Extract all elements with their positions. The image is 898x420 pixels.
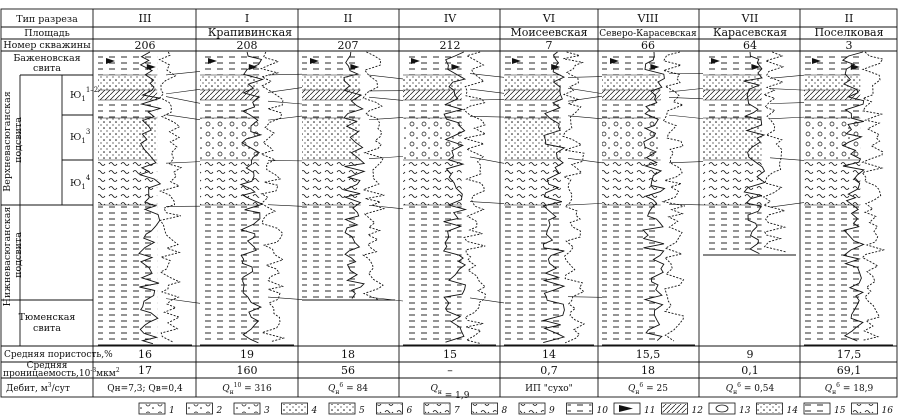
correlation-line [568,96,602,101]
correlation-line [770,117,804,119]
area-moiseevskaya: Моисеевская [510,26,588,39]
lithology-column-6 [602,52,695,345]
well-col-1: 206 [134,39,156,52]
legend-item-4 [282,403,318,416]
debit-col-5: ИП "сухо" [525,384,573,394]
perm-col-6: 18 [641,364,655,377]
lithology-band [504,75,561,90]
legend-pattern [283,404,307,413]
lithology-band [98,90,157,100]
well-col-7: 64 [743,39,757,52]
lithology-band [504,160,561,205]
legend-pattern [853,404,877,413]
lithology-band [804,205,860,345]
debit-col-8-q: Q [824,384,833,394]
lithology-band [302,100,361,118]
correlation-line [568,203,602,205]
correlation-line [669,204,703,205]
lithology-band [703,100,762,118]
correlation-line [770,158,804,161]
label-section-type: Тип разреза [16,14,78,25]
correlation-line [369,97,403,100]
correlation-line [669,162,703,163]
legend-pattern [140,404,164,413]
layer-j1-3 [70,128,90,145]
correlation-line [166,71,200,75]
legend-item-10 [567,403,609,416]
legend-number: 12 [691,406,703,416]
correlation-line [568,116,602,119]
layer-j1-3-symbol: Ю [70,132,82,143]
legend-number: 8 [501,406,508,416]
perm-col-3: 56 [341,364,355,377]
lithology-column-2 [200,52,294,345]
lithology-band [200,118,259,160]
debit-col-4 [431,384,470,401]
well-log-curve [764,52,786,252]
lower-vasyugan-part2: подсвита [13,232,24,278]
legend-pattern [663,404,687,413]
correlation-line [470,74,504,78]
legend-number: 3 [264,406,270,416]
debit-col-1: Qн=7,3; Qв=0,4 [107,384,183,394]
legend-item-13 [709,403,751,416]
correlation-line [268,297,302,299]
legend-number: 4 [311,406,318,416]
correlation-line [268,88,302,93]
debit-col-3-sub: н [335,389,340,396]
label-well-number: Номер скважины [3,40,91,51]
perm-col-1: 17 [138,364,152,377]
type-col-5: VI [542,12,556,25]
legend-number: 11 [644,406,656,416]
lithology-column-1 [98,52,192,345]
perm-unit: мкм [96,369,116,379]
legend-item-16 [852,403,894,416]
debit-unit: /сут [51,384,70,394]
lithology-band [302,205,361,300]
debit-row [107,382,873,401]
area-krapivinskaya: Крапивинская [207,26,293,39]
label-porosity: Средняя пористость,% [4,350,113,360]
correlation-line [770,103,804,104]
layer-j1-4-sub: 1 [81,183,86,191]
type-col-8: II [844,12,854,25]
label-permeability-2 [3,367,120,379]
type-col-6: VIII [637,12,659,25]
correlation-line [770,203,804,208]
well-log-curve [663,52,685,341]
correlation-line [369,75,403,79]
label-lower-vasyugan [2,204,24,307]
lower-vasyugan-part1: Нижневасюганская [2,206,13,307]
porosity-col-2: 19 [240,348,254,361]
legend-item-2 [187,403,223,416]
well-col-5: 7 [545,39,553,52]
upper-vasyugan-part2: подсвита [13,117,24,163]
label-bazhenov-2: свита [33,63,61,74]
perm-exp2: 2 [115,367,120,374]
lithology-band [200,160,259,205]
lithology-column-5 [504,52,594,345]
lithology-column-4 [403,52,496,345]
type-col-4: IV [443,12,457,25]
legend-pattern [378,404,402,413]
well-log-curve [563,52,584,343]
debit-col-4-sub: н [437,389,442,396]
label-area: Площадь [24,28,70,39]
lithology-band [302,75,361,90]
debit-col-7 [726,382,775,396]
well-col-6: 66 [641,39,655,52]
debit-col-2-sub: н [229,389,234,396]
layer-j1-3-sub: 1 [81,137,86,145]
correlation-line [470,99,504,100]
layer-j1-4 [70,174,91,191]
layer-j1-4-sup: 4 [85,174,91,182]
legend-pattern [520,404,544,413]
well-col-2: 208 [236,39,258,52]
layer-j1-12-sup: 1–2 [85,86,99,94]
legend-pattern [473,404,497,413]
correlation-line [568,77,602,78]
well-col-8: 3 [845,39,853,52]
type-col-1: III [138,12,152,25]
well-col-4: 212 [439,39,461,52]
area-poselkovaya: Поселковая [814,26,884,39]
well-log-curve [862,52,883,340]
debit-col-7-sub: н [733,389,738,396]
legend-item-11 [614,403,655,416]
correlation-line [268,116,302,120]
correlation-line [470,202,504,204]
legend-number: 10 [596,406,608,416]
legend-number: 2 [216,406,223,416]
lithology-columns [98,52,893,345]
label-upper-vasyugan [2,88,24,192]
layer-j1-3-sup: 3 [85,128,91,136]
perm-col-5: 0,7 [540,364,558,377]
label-tyumen-2: свита [33,323,61,334]
lithology-band [602,205,661,345]
well-log-curve [363,52,384,299]
debit-col-2-sup: 10 [233,382,242,389]
legend-item-1 [139,403,175,416]
perm-col-8: 69,1 [836,364,862,377]
area-severo-karasevskaya: Северо-Карасевская [599,29,697,39]
lithology-band [504,118,561,160]
legend-pattern [330,404,354,413]
well-col-3: 207 [337,39,359,52]
legend-pattern [188,404,212,413]
legend-number: 16 [881,406,893,416]
lithology-band [98,75,157,90]
debit-col-2-val: = 316 [241,384,272,394]
debit-col-8 [825,382,874,396]
lithology-band [703,118,762,160]
debit-text: Дебит, м [6,384,48,394]
type-col-2: I [244,12,250,25]
legend-item-8 [472,403,508,416]
perm-col-2: 160 [236,364,258,377]
lithology-band [403,205,462,345]
type-col-7: VII [741,12,759,25]
debit-col-6-sub: н [635,389,640,396]
legend-item-3 [234,403,270,416]
legend-number: 14 [786,406,798,416]
layer-j1-4-symbol: Ю [70,178,82,189]
legend-pattern [805,404,829,413]
porosity-col-4: 15 [443,348,457,361]
correlation-line [770,75,804,78]
correlation-line [470,298,504,303]
debit-col-3 [328,382,368,396]
legend-item-6 [377,403,413,416]
debit-col-8-val: = 18,9 [839,384,874,394]
lithology-column-7 [703,52,796,255]
debit-col-8-sup: 6 [836,382,840,389]
debit-col-7-val: = 0,54 [740,384,775,394]
debit-col-3-val: = 84 [343,384,368,394]
legend-pattern [425,404,449,413]
upper-vasyugan-part1: Верхневасюганская [2,91,13,192]
lithology-column-3 [302,52,395,300]
porosity-col-5: 14 [542,348,556,361]
legend-pattern [235,404,259,413]
porosity-col-7: 9 [746,348,754,361]
correlation-line [268,205,302,207]
debit-col-4-q: Q [430,384,438,394]
debit-col-6-q: Q [628,384,636,394]
lithology-band [602,100,661,118]
legend [139,403,893,416]
porosity-col-8: 17,5 [836,348,862,361]
legend-number: 6 [406,406,413,416]
lithology-band [703,90,762,100]
layer-j1-12 [70,86,98,103]
porosity-col-6: 15,5 [635,348,661,361]
debit-col-6-sup: 6 [639,382,644,389]
correlation-line [369,205,403,208]
correlation-line [369,156,403,158]
legend-number: 15 [834,406,846,416]
correlation-line [669,115,703,119]
label-debit [6,382,70,394]
correlation-line [369,117,403,119]
debit-col-6-val: = 25 [643,384,668,394]
well-log-curve [160,52,182,342]
perm-text: проницаемость,10 [3,369,91,379]
correlation-line [166,97,200,104]
correlation-line [166,89,200,94]
perm-exp: -3 [90,367,97,374]
correlation-line [470,157,504,163]
lithology-band [403,90,462,100]
area-karasevskaya: Карасевская [712,26,788,39]
legend-item-15 [804,403,846,416]
label-bazhenov-1: Баженовская [13,53,81,64]
correlation-line [669,88,703,92]
debit-col-7-q: Q [725,384,734,394]
legend-item-12 [662,403,704,416]
debit-col-3-sup: 6 [339,382,344,389]
lithology-band [200,75,259,90]
correlation-line [166,299,200,304]
debit-col-3-q: Q [328,384,336,394]
lithology-band [602,118,661,160]
legend-item-9 [519,403,555,416]
label-permeability-1: Средняя [26,361,68,371]
layer-j1-12-symbol: Ю [70,90,82,101]
debit-col-2-q: Q [222,384,230,394]
porosity-col-1: 16 [138,348,152,361]
section-type-row [138,12,853,25]
correlation-line [568,158,602,163]
lithology-band [302,160,361,205]
debit-col-6 [628,382,668,396]
lithology-band [98,100,157,118]
lithology-band [602,75,661,90]
correlation-line [166,115,200,120]
perm-col-7: 0,1 [741,364,759,377]
legend-number: 9 [549,406,555,416]
lithology-band [504,90,561,100]
lithology-band [302,90,361,100]
legend-number: 13 [739,406,751,416]
perm-col-4: – [447,364,453,377]
debit-exp: 3 [47,382,52,389]
label-tyumen-1: Тюменская [18,312,76,323]
legend-pattern [568,404,592,413]
legend-number: 7 [454,406,460,416]
lithology-band [403,100,462,118]
legend-item-14 [757,403,799,416]
lithology-band [804,160,860,205]
correlation-line [268,101,302,104]
debit-col-2 [222,382,272,396]
correlation-line [470,89,504,93]
legend-number: 1 [169,406,175,416]
debit-col-7-sup: 6 [737,382,741,389]
legend-item-5 [329,403,365,416]
legend-item-7 [424,403,460,416]
type-col-3: II [343,12,353,25]
porosity-col-3: 18 [341,348,355,361]
area-row [208,26,884,39]
correlation-line [166,162,200,164]
correlation-line [770,89,804,91]
layer-j1-12-sub: 1 [81,95,86,103]
debit-col-4-val: = 1,9 [441,391,470,401]
correlation-line [669,97,703,98]
debit-col-8-sub: н [832,389,837,396]
lithology-column-8 [804,52,893,345]
legend-pattern [758,404,782,413]
well-number-row [135,39,853,52]
legend-number: 5 [359,406,365,416]
